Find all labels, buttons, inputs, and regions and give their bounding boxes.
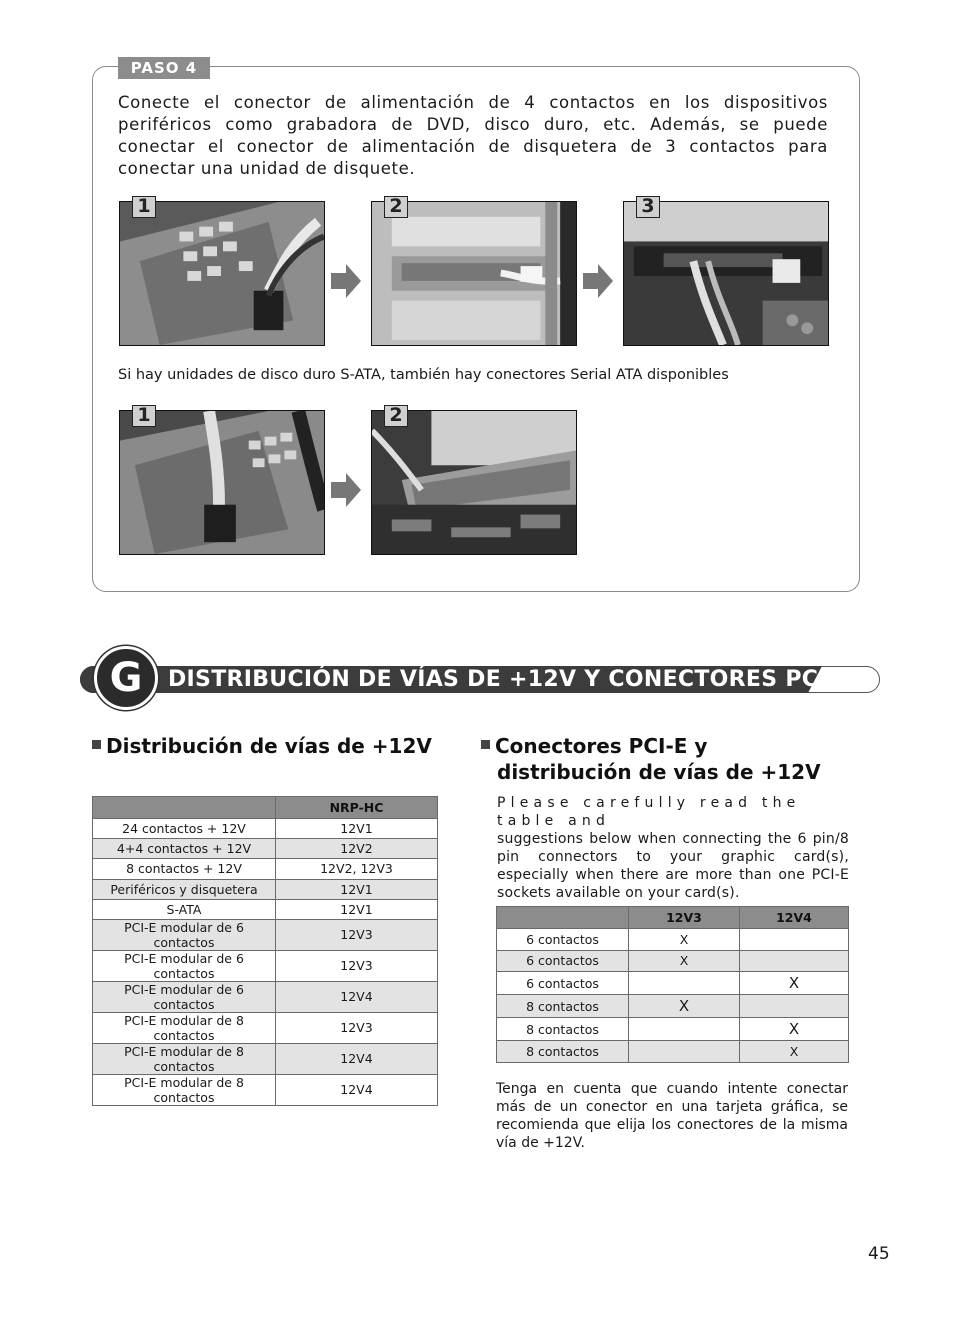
table-header-cell: NRP-HC (276, 797, 438, 819)
table-row (497, 929, 849, 951)
table-row (497, 995, 849, 1018)
table-cell: 12V3 (276, 919, 438, 950)
table-cell: 12V1 (276, 819, 438, 839)
table-cell: 12V4 (276, 981, 438, 1012)
arrow-right-icon (331, 264, 361, 298)
step-number-badge: 1 (132, 196, 156, 218)
table-row (93, 859, 438, 879)
english-guidance-rest: suggestions below when connecting the 6 pin/8 pin connectors to your graphic card(s), especially when there are more than one PCI-E sockets available on your card(s). (497, 831, 849, 901)
step-number-badge: 1 (132, 405, 156, 427)
table-header-row (497, 907, 849, 929)
table-row (497, 1041, 849, 1063)
table-header-cell (497, 907, 629, 929)
table-cell: 12V4 (276, 1074, 438, 1105)
table-cell: PCI-E modular de 8 contactos (93, 1043, 276, 1074)
photo-dvd-drive-bay (371, 201, 577, 346)
table-header-row (93, 797, 438, 819)
left-heading (92, 733, 432, 759)
table-row (93, 1074, 438, 1105)
table-row (93, 819, 438, 839)
bullet-square-icon (92, 740, 101, 749)
table-cell: 6 contactos (497, 950, 629, 972)
right-heading-line2: distribución de vías de +12V (497, 760, 821, 784)
table-cell: 8 contactos + 12V (93, 859, 276, 879)
bullet-square-icon (481, 740, 490, 749)
table-header-cell: 12V4 (740, 907, 849, 929)
table-row (93, 899, 438, 919)
photo-psu-sata-connector (119, 410, 325, 555)
table-cell: PCI-E modular de 6 contactos (93, 919, 276, 950)
step-number-badge: 2 (384, 196, 408, 218)
table-cell (629, 972, 740, 995)
table-cell: 12V1 (276, 879, 438, 899)
table-cell (740, 950, 849, 972)
table-row (93, 1012, 438, 1043)
step-number-badge: 2 (384, 405, 408, 427)
table-cell: X (740, 1041, 849, 1063)
table-cell: 6 contactos (497, 929, 629, 951)
same-rail-note: Tenga en cuenta que cuando intente conectar más de un conector en una tarjeta gráfica, se recomienda que elija los conectores de la misma vía de +12V. (496, 1081, 848, 1151)
step-number-badge: 3 (636, 196, 660, 218)
table-cell: 8 contactos (497, 1018, 629, 1041)
table-header-cell (93, 797, 276, 819)
table-cell: PCI-E modular de 8 contactos (93, 1074, 276, 1105)
table-cell: 12V4 (276, 1043, 438, 1074)
english-guidance-line1: Please carefully read the table and (497, 795, 801, 829)
english-guidance-text (497, 794, 849, 902)
table-cell: PCI-E modular de 8 contactos (93, 1012, 276, 1043)
table-cell: 12V2, 12V3 (276, 859, 438, 879)
table-row (497, 950, 849, 972)
table-cell: X (629, 995, 740, 1018)
table-cell: 12V2 (276, 839, 438, 859)
table-cell: PCI-E modular de 6 contactos (93, 950, 276, 981)
table-cell (740, 995, 849, 1018)
arrow-right-icon (331, 473, 361, 507)
table-cell: 4+4 contactos + 12V (93, 839, 276, 859)
table-cell: 8 contactos (497, 1041, 629, 1063)
table-cell: X (629, 950, 740, 972)
table-row (497, 1018, 849, 1041)
table-cell: 12V3 (276, 1012, 438, 1043)
table-cell: 24 contactos + 12V (93, 819, 276, 839)
step-badge: PASO 4 (118, 57, 210, 79)
photo-psu-peripheral-connector (119, 201, 325, 346)
table-cell: PCI-E modular de 6 contactos (93, 981, 276, 1012)
section-letter: G (109, 655, 143, 701)
step-instructions: Conecte el conector de alimentación de 4 contactos en los dispositivos periféricos como grabadora de DVD, disco duro, etc. Además, se puede conectar el conector de alimentación de disquetera de 3 contactos para conectar una unidad de disquete. (118, 93, 828, 178)
section-title: DISTRIBUCIÓN DE VÍAS DE +12V Y CONECTORES PCI-E (168, 667, 852, 692)
photo-sata-hdd (371, 410, 577, 555)
left-heading-text: Distribución de vías de +12V (106, 734, 432, 758)
right-heading-line1: Conectores PCI-E y (495, 734, 708, 758)
table-cell: 8 contactos (497, 995, 629, 1018)
table-cell: X (740, 1018, 849, 1041)
table-header-cell: 12V3 (629, 907, 740, 929)
table-cell: Periféricos y disquetera (93, 879, 276, 899)
table-cell: 6 contactos (497, 972, 629, 995)
rail-distribution-table (92, 796, 438, 1106)
right-heading (481, 733, 861, 785)
table-row (93, 950, 438, 981)
table-row (93, 1043, 438, 1074)
table-row (497, 972, 849, 995)
table-row (93, 839, 438, 859)
arrow-right-icon (583, 264, 613, 298)
sata-note: Si hay unidades de disco duro S-ATA, también hay conectores Serial ATA disponibles (118, 367, 729, 383)
table-cell: X (629, 929, 740, 951)
table-cell (740, 929, 849, 951)
table-cell: S-ATA (93, 899, 276, 919)
table-row (93, 919, 438, 950)
table-cell: 12V3 (276, 950, 438, 981)
pcie-connector-table (496, 906, 849, 1063)
table-cell: X (740, 972, 849, 995)
table-cell (629, 1018, 740, 1041)
page-number: 45 (868, 1244, 890, 1264)
table-cell: 12V1 (276, 899, 438, 919)
table-row (93, 981, 438, 1012)
table-cell (629, 1041, 740, 1063)
photo-floppy-connector (623, 201, 829, 346)
table-row (93, 879, 438, 899)
